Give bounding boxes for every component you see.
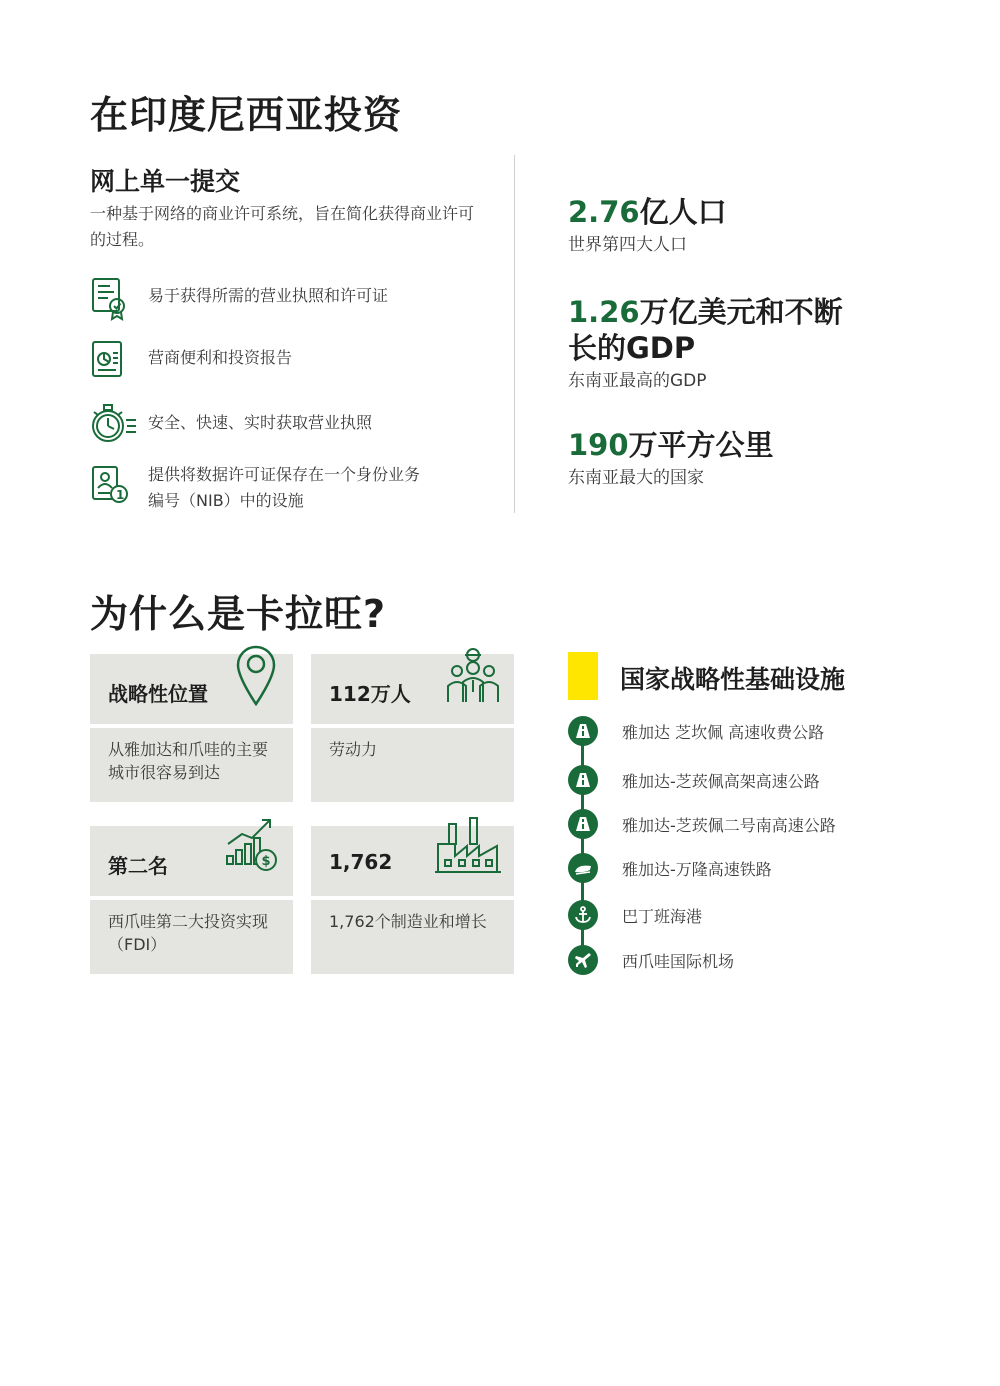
stat-label: 亿人口: [639, 195, 727, 229]
stat-sub: 东南亚最大的国家: [568, 468, 704, 488]
stat-area: [568, 427, 868, 488]
location-pin-icon: [235, 644, 277, 710]
card-title: 1,762: [329, 850, 393, 874]
stopwatch-icon: [90, 402, 138, 446]
feature-item: [90, 277, 510, 327]
infra-label: 巴丁班海港: [622, 907, 703, 926]
stat-number: 190: [568, 428, 629, 462]
svg-text:$: $: [261, 854, 271, 869]
feature-text: 易于获得所需的营业执照和许可证: [148, 286, 389, 305]
why-title: 为什么是卡拉旺?: [90, 592, 387, 636]
train-icon: [568, 853, 598, 883]
feature-text: 安全、快速、实时获取营业执照: [148, 413, 373, 432]
highway-icon: [568, 716, 598, 746]
infra-item: [568, 809, 898, 841]
feature-text: 营商便利和投资报告: [148, 348, 293, 367]
oss-description: 一种基于网络的商业许可系统，旨在简化获得商业许可的过程。: [90, 204, 475, 249]
stat-number: 1.26: [568, 295, 640, 329]
divider: [514, 155, 515, 513]
infra-label: 西爪哇国际机场: [622, 952, 735, 971]
highway-icon: [568, 809, 598, 839]
infra-item: [568, 900, 898, 932]
stat-label: 万亿美元和不断长的GDP: [568, 295, 843, 365]
stat-gdp: [568, 294, 858, 391]
infra-item: [568, 765, 898, 797]
card-title: 战略性位置: [108, 682, 208, 706]
card-body: 西爪哇第二大投资实现（FDI）: [108, 912, 269, 954]
svg-text:1: 1: [116, 488, 125, 502]
infra-label: 雅加达-芝莰佩二号南高速公路: [622, 816, 836, 835]
stat-number: 2.76: [568, 195, 640, 229]
feature-item: [90, 402, 510, 452]
stat-sub: 东南亚最高的GDP: [568, 371, 707, 391]
stat-population: [568, 194, 868, 255]
card-body: 1,762个制造业和增长: [329, 912, 487, 931]
growth-chart-icon: [224, 816, 280, 880]
stat-label: 万平方公里: [628, 428, 774, 462]
infra-label: 雅加达-芝莰佩高架高速公路: [622, 772, 820, 791]
report-icon: [90, 339, 130, 383]
page-title: 在印度尼西亚投资: [90, 93, 403, 137]
factory-icon: [435, 816, 501, 880]
feature-item: [90, 339, 510, 389]
workers-icon: [443, 646, 503, 708]
anchor-icon: [568, 900, 598, 930]
highway-icon: [568, 765, 598, 795]
highlight-bar: [568, 652, 598, 700]
airplane-icon: [568, 945, 598, 975]
feature-item: [90, 462, 510, 518]
infra-item: [568, 716, 898, 748]
id-badge-icon: [90, 462, 130, 506]
infra-item: [568, 945, 898, 977]
feature-text: 提供将数据许可证保存在一个身份业务编号（NIB）中的设施: [148, 465, 421, 510]
stat-sub: 世界第四大人口: [568, 235, 687, 255]
certificate-icon: [90, 277, 130, 321]
card-title: 第二名: [108, 854, 168, 878]
infra-label: 雅加达-万隆高速铁路: [622, 860, 772, 879]
infrastructure-title: 国家战略性基础设施: [620, 665, 846, 694]
card-title: 112万人: [329, 682, 411, 706]
infra-label: 雅加达 芝坎佩 高速收费公路: [622, 723, 825, 742]
card-body: 劳动力: [329, 740, 378, 759]
oss-title: 网上单一提交: [90, 167, 241, 196]
card-body: 从雅加达和爪哇的主要城市很容易到达: [108, 740, 269, 782]
infra-item: [568, 853, 898, 885]
